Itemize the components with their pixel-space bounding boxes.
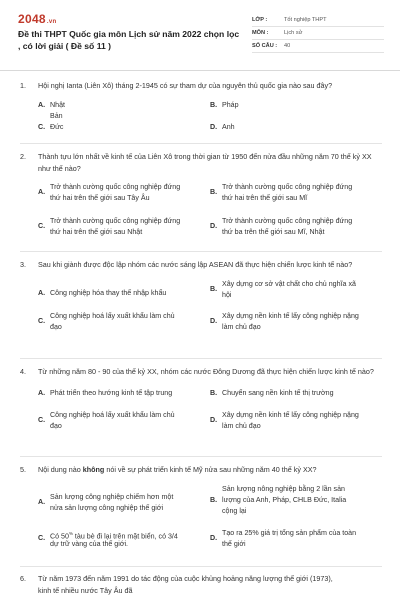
document-header [0, 0, 400, 78]
meta-key: SỐ CÂU : [252, 43, 278, 49]
options: A. Công nghiệp hóa thay thế nhập khẩu B. Xây dựng cơ sở vật chất cho chủ nghĩa xã hội C. Công nghiệp hoá lấy xuất khẩu làm chủ đạo D. Xây dựng nền kinh tế lấy công nghiệp nặng làm chủ đạo [38, 279, 359, 331]
question-number: 2. [20, 152, 26, 161]
question-number: 6. [20, 574, 26, 583]
question-2 [20, 151, 382, 250]
exam-meta [252, 14, 384, 53]
meta-value: 40 [284, 43, 291, 49]
question-5 [20, 464, 382, 566]
meta-row-count [252, 40, 384, 53]
question-divider [20, 566, 382, 567]
meta-value: Tốt nghiệp THPT [284, 17, 327, 23]
header-divider [0, 70, 400, 71]
question-divider [20, 143, 382, 144]
meta-value: Lịch sử [284, 30, 303, 36]
question-text: 3. Sau khi giành được độc lập nhóm các nước sáng lập ASEAN đã thực hiện chiến lược kinh tế nào? [20, 260, 353, 269]
logo-main: 2048 [18, 12, 46, 26]
question-6 [20, 573, 382, 596]
question-divider [20, 251, 382, 252]
meta-key: LỚP : [252, 17, 268, 23]
question-text: 6. Từ năm 1973 đến năm 1991 do tác động của cuộc khủng hoảng năng lượng thế giới (1973), kinh tế nhiều nước Tây Âu đã [20, 574, 333, 595]
question-text: 5. Nội dung nào không nói về sự phát triển kinh tế Mỹ nửa sau những năm 40 thế kỷ XX? [20, 465, 317, 474]
page-title: Đề thi THPT Quốc gia môn Lịch sử năm 2022 chọn lọc , có lời giải ( Đề số 11 ) [18, 29, 240, 51]
question-4 [20, 366, 382, 442]
question-number: 1. [20, 81, 26, 90]
options: A. Trở thành cường quốc công nghiệp đứng thứ hai trên thế giới sau Tây Âu B. Trở thành cường quốc công nghiệp đứng thứ hai trên thế giới sau Mĩ C. Trở thành cường quốc công nghiệp đứng thứ hai trên thế giới sau Nhật D. Trở thành cường quốc công nghiệp đứng thứ ba trên thế giới sau Mĩ, Nhật [38, 183, 353, 236]
question-number: 4. [20, 367, 26, 376]
meta-row-class [252, 14, 384, 27]
question-text: 4. Từ những năm 80 - 90 của thế kỷ XX, nhóm các nước Đông Dương đã thực hiện chiến lược kinh tế nào? [20, 367, 374, 376]
question-text: 1. Hội nghị Ianta (Liên Xô) tháng 2-1945 có sự tham dự của nguyên thủ quốc gia nào sau đây? [20, 81, 333, 90]
question-number: 3. [20, 260, 26, 269]
question-1 [20, 80, 382, 140]
options: A. Nhật Bản B. Pháp C. Đức D. Anh [38, 100, 239, 131]
meta-key: MÔN : [252, 30, 269, 36]
emphasis-word: không [82, 465, 105, 474]
question-divider [20, 358, 382, 359]
meta-row-subject [252, 27, 384, 40]
question-number: 5. [20, 465, 26, 474]
question-3 [20, 259, 382, 343]
question-divider [20, 456, 382, 457]
options: A. Sản lượng công nghiệp chiếm hơn một nửa sản lượng công nghiệp thế giới B. Sản lượng nông nghiệp bằng 2 lần sản lượng của Anh, Pháp, CHLB Đức, Italia cộng lại C. Có 50% tàu bè đi lại trên mặt biển, có 3/4 dự trữ vàng của thế giới. D. Tạo ra 25% giá trị tổng sản phẩm của toàn thế giới [38, 484, 357, 548]
question-text: 2. Thành tựu lớn nhất về kinh tế của Liên Xô trong thời gian từ 1950 đến nửa đầu những năm 70 thế kỷ XX như thế nào? [20, 152, 372, 173]
options: A. Phát triển theo hướng kinh tế tập trung B. Chuyển sang nền kinh tế thị trường C. Công nghiệp hoá lấy xuất khẩu làm chủ đạo D. Xây dựng nền kinh tế lấy công nghiệp nặng làm chủ đạo [38, 388, 359, 430]
logo-tld: .vn [46, 19, 57, 25]
